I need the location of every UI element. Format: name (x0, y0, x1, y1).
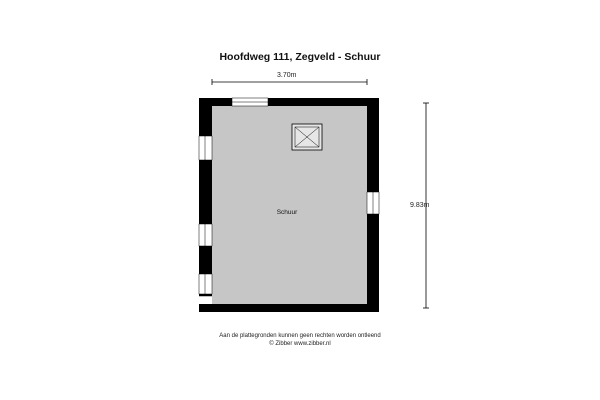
width-dimension-label: 3.70m (277, 72, 297, 79)
window-left-upper (199, 136, 212, 160)
plan-title: Hoofdweg 111, Zegveld - Schuur (219, 51, 381, 63)
skylight-icon (292, 124, 322, 150)
door-opening (199, 296, 212, 304)
disclaimer-text: Aan de plattegronden kunnen geen rechten worden ontleend (219, 333, 381, 339)
window-left-lower (199, 274, 212, 294)
window-left-middle (199, 224, 212, 246)
footer (0, 333, 600, 348)
window-top (232, 98, 268, 106)
window-right (367, 192, 379, 214)
width-dimension-line (212, 79, 367, 85)
length-dimension-label: 9.83m (410, 202, 430, 209)
copyright-text: © Zibber www.zibber.nl (269, 340, 331, 347)
length-dimension-line (423, 103, 429, 308)
floor-area (212, 106, 367, 304)
room-label: Schuur (276, 209, 298, 216)
